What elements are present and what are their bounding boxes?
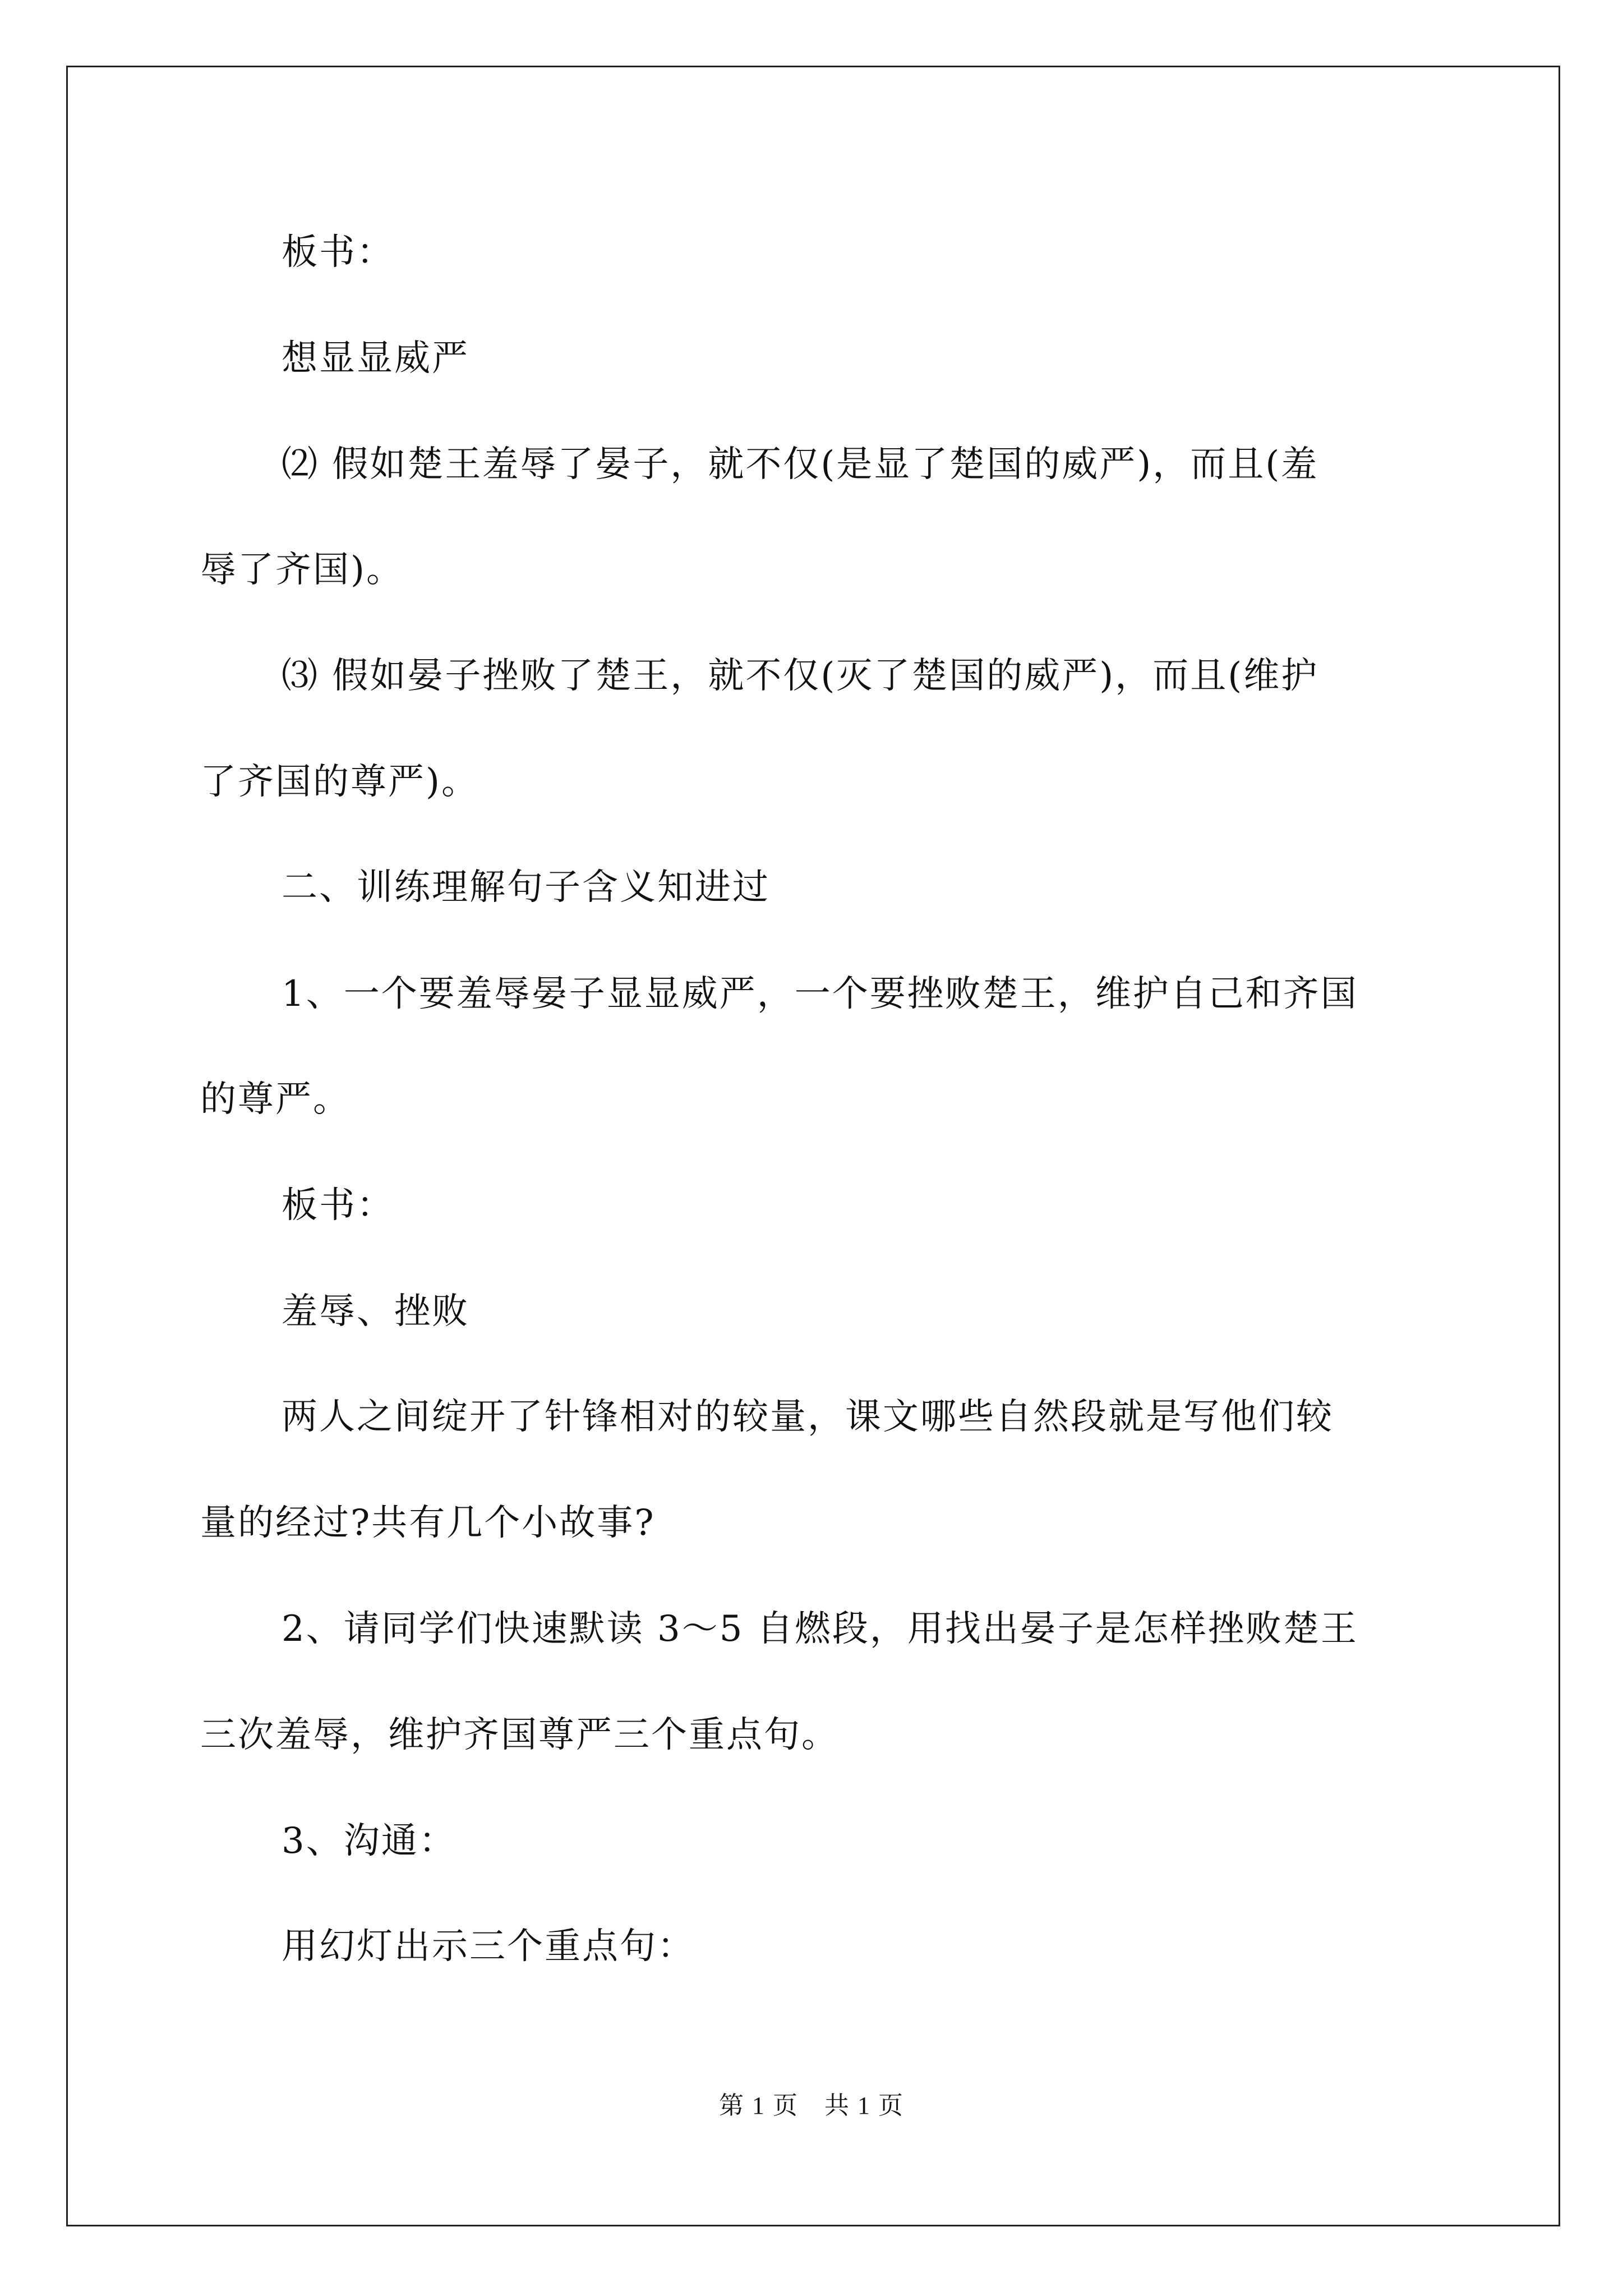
text-line: 2、请同学们快速默读 3～5 自燃段，用找出晏子是怎样挫败楚王 (282, 1608, 1358, 1650)
text-line: 用幻灯出示三个重点句： (282, 1926, 695, 1967)
text-line: 三次羞辱，维护齐国尊严三个重点句。 (200, 1714, 839, 1756)
text-line: ⑵ 假如楚王羞辱了晏子，就不仅(是显了楚国的威严)，而且(羞 (282, 444, 1319, 485)
text-line: 1、一个要羞辱晏子显显威严，一个要挫败楚王，维护自己和齐国 (282, 973, 1358, 1015)
page-border (66, 66, 1560, 2226)
text-line: 想显显威严 (282, 338, 469, 379)
text-line: 板书： (282, 1185, 394, 1226)
text-line: 的尊严。 (200, 1079, 351, 1120)
text-line: 辱了齐国)。 (200, 549, 404, 591)
text-line: 板书： (282, 232, 394, 273)
text-line: 3、沟通： (282, 1820, 457, 1862)
page-number-footer: 第 1 页 共 1 页 (719, 2092, 904, 2119)
text-line: 量的经过?共有几个小故事? (200, 1502, 656, 1544)
text-line: 二、训练理解句子含义知进过 (282, 867, 770, 908)
text-line: 了齐国的尊严)。 (200, 761, 479, 803)
text-line: ⑶ 假如晏子挫败了楚王，就不仅(灭了楚国的威严)，而且(维护 (282, 655, 1319, 697)
text-line: 羞辱、挫败 (282, 1291, 469, 1332)
text-line: 两人之间绽开了针锋相对的较量，课文哪些自然段就是写他们较 (282, 1396, 1334, 1438)
